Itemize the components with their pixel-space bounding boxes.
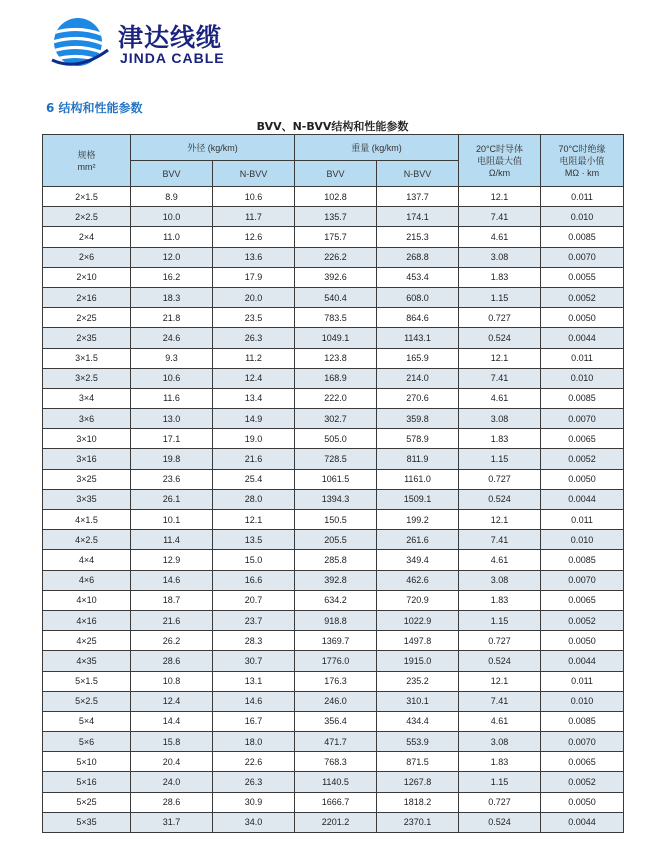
cell-resistance: 3.08 xyxy=(459,247,541,267)
table-row xyxy=(43,207,624,227)
cell-od-nbvv: 13.6 xyxy=(213,247,295,267)
cell-spec: 3×16 xyxy=(43,449,131,469)
cell-spec: 2×6 xyxy=(43,247,131,267)
cell-od-bvv: 12.9 xyxy=(131,550,213,570)
header-od-nbvv: N-BVV xyxy=(213,161,295,187)
cell-od-bvv: 16.2 xyxy=(131,267,213,287)
cell-wt-bvv: 135.7 xyxy=(295,207,377,227)
cell-wt-nbvv: 165.9 xyxy=(377,348,459,368)
cell-insulation: 0.0044 xyxy=(541,489,624,509)
cell-resistance: 1.15 xyxy=(459,449,541,469)
table-row xyxy=(43,267,624,287)
cell-wt-nbvv: 359.8 xyxy=(377,409,459,429)
cell-resistance: 4.61 xyxy=(459,227,541,247)
cell-wt-nbvv: 349.4 xyxy=(377,550,459,570)
table-row xyxy=(43,510,624,530)
cell-od-nbvv: 20.7 xyxy=(213,590,295,610)
cell-insulation: 0.0070 xyxy=(541,409,624,429)
cell-od-nbvv: 12.4 xyxy=(213,368,295,388)
cell-wt-nbvv: 1267.8 xyxy=(377,772,459,792)
cell-wt-nbvv: 871.5 xyxy=(377,752,459,772)
cell-wt-nbvv: 215.3 xyxy=(377,227,459,247)
cell-od-bvv: 10.0 xyxy=(131,207,213,227)
cell-wt-nbvv: 310.1 xyxy=(377,691,459,711)
cell-insulation: 0.0052 xyxy=(541,610,624,630)
cell-spec: 5×10 xyxy=(43,752,131,772)
cell-insulation: 0.0065 xyxy=(541,429,624,449)
cell-wt-nbvv: 270.6 xyxy=(377,388,459,408)
cell-spec: 4×4 xyxy=(43,550,131,570)
cell-spec: 4×25 xyxy=(43,631,131,651)
header-insul-line2: 电阻最小值 xyxy=(559,155,605,166)
cell-insulation: 0.0052 xyxy=(541,449,624,469)
cell-od-nbvv: 30.7 xyxy=(213,651,295,671)
cell-od-bvv: 14.4 xyxy=(131,711,213,731)
header-od-bvv: BVV xyxy=(131,161,213,187)
cell-od-nbvv: 11.7 xyxy=(213,207,295,227)
cell-spec: 4×6 xyxy=(43,570,131,590)
cell-wt-bvv: 1394.3 xyxy=(295,489,377,509)
cell-resistance: 12.1 xyxy=(459,187,541,207)
cell-insulation: 0.0085 xyxy=(541,550,624,570)
cell-od-bvv: 26.2 xyxy=(131,631,213,651)
cell-wt-nbvv: 553.9 xyxy=(377,732,459,752)
table-title: BVV、N-BVV结构和性能参数 xyxy=(256,120,409,133)
cell-insulation: 0.0070 xyxy=(541,570,624,590)
table-row xyxy=(43,671,624,691)
cell-spec: 4×35 xyxy=(43,651,131,671)
cell-wt-nbvv: 434.4 xyxy=(377,711,459,731)
cell-od-bvv: 24.6 xyxy=(131,328,213,348)
cell-od-bvv: 28.6 xyxy=(131,651,213,671)
cell-wt-nbvv: 1915.0 xyxy=(377,651,459,671)
table-row xyxy=(43,550,624,570)
header-wt-bvv: BVV xyxy=(295,161,377,187)
cell-resistance: 3.08 xyxy=(459,409,541,429)
cell-resistance: 7.41 xyxy=(459,530,541,550)
cell-spec: 5×2.5 xyxy=(43,691,131,711)
cell-od-nbvv: 25.4 xyxy=(213,469,295,489)
header-insulation-resistance xyxy=(541,135,624,187)
cell-od-nbvv: 14.9 xyxy=(213,409,295,429)
cell-wt-bvv: 356.4 xyxy=(295,711,377,731)
cell-insulation: 0.0070 xyxy=(541,247,624,267)
cell-insulation: 0.010 xyxy=(541,368,624,388)
cell-wt-bvv: 783.5 xyxy=(295,308,377,328)
cell-resistance: 12.1 xyxy=(459,671,541,691)
cell-spec: 3×25 xyxy=(43,469,131,489)
cell-od-nbvv: 18.0 xyxy=(213,732,295,752)
cell-resistance: 4.61 xyxy=(459,711,541,731)
header-outer-diameter: 外径 (kg/km) xyxy=(131,135,295,161)
cell-resistance: 0.727 xyxy=(459,308,541,328)
table-row xyxy=(43,752,624,772)
cell-resistance: 7.41 xyxy=(459,691,541,711)
cell-od-nbvv: 12.6 xyxy=(213,227,295,247)
cell-od-nbvv: 12.1 xyxy=(213,510,295,530)
cell-insulation: 0.0052 xyxy=(541,287,624,307)
cell-resistance: 1.15 xyxy=(459,772,541,792)
cell-od-bvv: 11.4 xyxy=(131,530,213,550)
cell-od-nbvv: 23.7 xyxy=(213,610,295,630)
table-row xyxy=(43,489,624,509)
table-row xyxy=(43,449,624,469)
cell-wt-bvv: 392.8 xyxy=(295,570,377,590)
section-title: 6 结构和性能参数 xyxy=(46,101,143,115)
cell-od-bvv: 18.3 xyxy=(131,287,213,307)
cell-od-bvv: 18.7 xyxy=(131,590,213,610)
cell-spec: 4×10 xyxy=(43,590,131,610)
header-weight: 重量 (kg/km) xyxy=(295,135,459,161)
cell-od-bvv: 14.6 xyxy=(131,570,213,590)
cell-wt-bvv: 728.5 xyxy=(295,449,377,469)
cell-wt-bvv: 205.5 xyxy=(295,530,377,550)
cell-od-nbvv: 28.0 xyxy=(213,489,295,509)
cell-insulation: 0.0044 xyxy=(541,812,624,832)
cell-od-nbvv: 26.3 xyxy=(213,772,295,792)
cell-insulation: 0.010 xyxy=(541,691,624,711)
table-row xyxy=(43,631,624,651)
cell-wt-nbvv: 1143.1 xyxy=(377,328,459,348)
cell-resistance: 0.727 xyxy=(459,631,541,651)
cell-wt-nbvv: 453.4 xyxy=(377,267,459,287)
cell-od-bvv: 9.3 xyxy=(131,348,213,368)
cell-wt-bvv: 1369.7 xyxy=(295,631,377,651)
cell-insulation: 0.011 xyxy=(541,671,624,691)
cell-insulation: 0.0050 xyxy=(541,631,624,651)
cell-resistance: 1.83 xyxy=(459,590,541,610)
cell-od-bvv: 23.6 xyxy=(131,469,213,489)
table-row xyxy=(43,287,624,307)
cell-wt-nbvv: 235.2 xyxy=(377,671,459,691)
cell-od-nbvv: 17.9 xyxy=(213,267,295,287)
cell-wt-nbvv: 1022.9 xyxy=(377,610,459,630)
cell-od-nbvv: 23.5 xyxy=(213,308,295,328)
cell-resistance: 4.61 xyxy=(459,550,541,570)
cell-spec: 2×25 xyxy=(43,308,131,328)
brand-name-cn: 津达线缆 xyxy=(118,23,223,52)
header-spec-label: 规格 xyxy=(77,149,96,160)
table-row xyxy=(43,308,624,328)
cell-insulation: 0.0085 xyxy=(541,388,624,408)
cell-wt-nbvv: 1818.2 xyxy=(377,792,459,812)
spec-table xyxy=(42,134,624,833)
cell-wt-bvv: 540.4 xyxy=(295,287,377,307)
cell-od-nbvv: 13.4 xyxy=(213,388,295,408)
cell-wt-bvv: 226.2 xyxy=(295,247,377,267)
cell-resistance: 0.727 xyxy=(459,792,541,812)
cell-od-nbvv: 30.9 xyxy=(213,792,295,812)
cell-wt-nbvv: 462.6 xyxy=(377,570,459,590)
cell-wt-bvv: 1061.5 xyxy=(295,469,377,489)
cell-insulation: 0.0052 xyxy=(541,772,624,792)
cell-resistance: 1.15 xyxy=(459,610,541,630)
cell-spec: 2×2.5 xyxy=(43,207,131,227)
table-row xyxy=(43,772,624,792)
table-row xyxy=(43,187,624,207)
table-row xyxy=(43,610,624,630)
cell-od-nbvv: 34.0 xyxy=(213,812,295,832)
cell-wt-bvv: 505.0 xyxy=(295,429,377,449)
cell-spec: 3×6 xyxy=(43,409,131,429)
cell-wt-nbvv: 1497.8 xyxy=(377,631,459,651)
cell-spec: 3×10 xyxy=(43,429,131,449)
cell-od-bvv: 11.6 xyxy=(131,388,213,408)
cell-wt-nbvv: 261.6 xyxy=(377,530,459,550)
cell-insulation: 0.0065 xyxy=(541,590,624,610)
table-row xyxy=(43,812,624,832)
cell-od-bvv: 12.4 xyxy=(131,691,213,711)
cell-insulation: 0.011 xyxy=(541,510,624,530)
cell-spec: 5×6 xyxy=(43,732,131,752)
cell-resistance: 0.524 xyxy=(459,328,541,348)
cell-od-bvv: 28.6 xyxy=(131,792,213,812)
cell-insulation: 0.0044 xyxy=(541,328,624,348)
cell-od-nbvv: 10.6 xyxy=(213,187,295,207)
cell-od-bvv: 24.0 xyxy=(131,772,213,792)
cell-spec: 2×10 xyxy=(43,267,131,287)
cell-wt-bvv: 634.2 xyxy=(295,590,377,610)
cell-wt-bvv: 1666.7 xyxy=(295,792,377,812)
cell-insulation: 0.010 xyxy=(541,207,624,227)
cell-spec: 2×1.5 xyxy=(43,187,131,207)
cell-od-bvv: 21.6 xyxy=(131,610,213,630)
cell-wt-bvv: 168.9 xyxy=(295,368,377,388)
header-resist-line1: 20°C时导体 xyxy=(475,143,524,154)
table-row xyxy=(43,590,624,610)
spec-table-body xyxy=(43,187,624,833)
cell-spec: 2×16 xyxy=(43,287,131,307)
cell-od-nbvv: 14.6 xyxy=(213,691,295,711)
cell-wt-bvv: 175.7 xyxy=(295,227,377,247)
cell-resistance: 7.41 xyxy=(459,368,541,388)
cell-insulation: 0.0050 xyxy=(541,792,624,812)
cell-od-nbvv: 22.6 xyxy=(213,752,295,772)
cell-od-bvv: 10.8 xyxy=(131,671,213,691)
cell-spec: 5×35 xyxy=(43,812,131,832)
cell-resistance: 7.41 xyxy=(459,207,541,227)
cell-od-bvv: 12.0 xyxy=(131,247,213,267)
cell-od-nbvv: 11.2 xyxy=(213,348,295,368)
cell-wt-bvv: 102.8 xyxy=(295,187,377,207)
brand-logo xyxy=(48,16,248,68)
cell-wt-bvv: 471.7 xyxy=(295,732,377,752)
cell-od-bvv: 19.8 xyxy=(131,449,213,469)
cell-spec: 3×2.5 xyxy=(43,368,131,388)
cell-spec: 2×4 xyxy=(43,227,131,247)
cell-od-nbvv: 16.7 xyxy=(213,711,295,731)
cell-spec: 3×1.5 xyxy=(43,348,131,368)
cell-od-bvv: 10.1 xyxy=(131,510,213,530)
cell-resistance: 0.727 xyxy=(459,469,541,489)
table-row xyxy=(43,247,624,267)
cell-insulation: 0.0065 xyxy=(541,752,624,772)
cell-resistance: 12.1 xyxy=(459,510,541,530)
table-row xyxy=(43,368,624,388)
table-row xyxy=(43,409,624,429)
cell-wt-bvv: 150.5 xyxy=(295,510,377,530)
globe-swirl-logo-icon xyxy=(48,16,110,68)
cell-wt-bvv: 302.7 xyxy=(295,409,377,429)
cell-wt-bvv: 918.8 xyxy=(295,610,377,630)
cell-od-bvv: 26.1 xyxy=(131,489,213,509)
table-row xyxy=(43,388,624,408)
cell-insulation: 0.011 xyxy=(541,187,624,207)
cell-wt-nbvv: 268.8 xyxy=(377,247,459,267)
cell-od-bvv: 17.1 xyxy=(131,429,213,449)
cell-wt-nbvv: 608.0 xyxy=(377,287,459,307)
cell-insulation: 0.0085 xyxy=(541,227,624,247)
cell-spec: 3×4 xyxy=(43,388,131,408)
cell-insulation: 0.0044 xyxy=(541,651,624,671)
cell-wt-nbvv: 199.2 xyxy=(377,510,459,530)
table-row xyxy=(43,227,624,247)
cell-insulation: 0.0070 xyxy=(541,732,624,752)
cell-spec: 4×2.5 xyxy=(43,530,131,550)
cell-insulation: 0.0050 xyxy=(541,469,624,489)
cell-wt-bvv: 123.8 xyxy=(295,348,377,368)
cell-wt-nbvv: 214.0 xyxy=(377,368,459,388)
cell-resistance: 0.524 xyxy=(459,812,541,832)
cell-resistance: 0.524 xyxy=(459,489,541,509)
header-resist-line3: Ω/km xyxy=(488,167,511,178)
header-row-top xyxy=(43,135,624,161)
cell-wt-bvv: 768.3 xyxy=(295,752,377,772)
header-resist-line2: 电阻最大值 xyxy=(476,155,522,166)
cell-od-nbvv: 28.3 xyxy=(213,631,295,651)
cell-wt-bvv: 1776.0 xyxy=(295,651,377,671)
header-spec xyxy=(43,135,131,187)
cell-wt-bvv: 2201.2 xyxy=(295,812,377,832)
cell-od-bvv: 20.4 xyxy=(131,752,213,772)
cell-od-bvv: 13.0 xyxy=(131,409,213,429)
cell-spec: 5×4 xyxy=(43,711,131,731)
cell-wt-bvv: 285.8 xyxy=(295,550,377,570)
cell-spec: 5×25 xyxy=(43,792,131,812)
cell-resistance: 1.83 xyxy=(459,429,541,449)
cell-resistance: 3.08 xyxy=(459,570,541,590)
cell-insulation: 0.0050 xyxy=(541,308,624,328)
cell-wt-nbvv: 720.9 xyxy=(377,590,459,610)
cell-od-nbvv: 13.1 xyxy=(213,671,295,691)
cell-wt-bvv: 392.6 xyxy=(295,267,377,287)
cell-wt-nbvv: 137.7 xyxy=(377,187,459,207)
header-spec-unit: mm² xyxy=(77,161,96,172)
cell-spec: 5×16 xyxy=(43,772,131,792)
header-insul-line3: MΩ · km xyxy=(564,167,600,178)
cell-od-bvv: 21.8 xyxy=(131,308,213,328)
cell-od-nbvv: 26.3 xyxy=(213,328,295,348)
cell-od-bvv: 31.7 xyxy=(131,812,213,832)
cell-wt-bvv: 1140.5 xyxy=(295,772,377,792)
cell-wt-nbvv: 1509.1 xyxy=(377,489,459,509)
cell-od-nbvv: 19.0 xyxy=(213,429,295,449)
table-row xyxy=(43,732,624,752)
cell-resistance: 0.524 xyxy=(459,651,541,671)
cell-od-bvv: 8.9 xyxy=(131,187,213,207)
cell-od-bvv: 15.8 xyxy=(131,732,213,752)
header-conductor-resistance xyxy=(459,135,541,187)
table-row xyxy=(43,570,624,590)
cell-od-nbvv: 16.6 xyxy=(213,570,295,590)
cell-wt-bvv: 176.3 xyxy=(295,671,377,691)
table-row xyxy=(43,328,624,348)
cell-od-nbvv: 21.6 xyxy=(213,449,295,469)
header-wt-nbvv: N-BVV xyxy=(377,161,459,187)
brand-name-en: JINDA CABLE xyxy=(120,50,225,66)
cell-resistance: 1.83 xyxy=(459,752,541,772)
cell-od-bvv: 10.6 xyxy=(131,368,213,388)
cell-wt-nbvv: 864.6 xyxy=(377,308,459,328)
cell-spec: 3×35 xyxy=(43,489,131,509)
cell-wt-nbvv: 174.1 xyxy=(377,207,459,227)
cell-spec: 2×35 xyxy=(43,328,131,348)
table-row xyxy=(43,429,624,449)
cell-insulation: 0.0085 xyxy=(541,711,624,731)
table-row xyxy=(43,691,624,711)
cell-wt-bvv: 246.0 xyxy=(295,691,377,711)
cell-insulation: 0.010 xyxy=(541,530,624,550)
table-row xyxy=(43,711,624,731)
table-row xyxy=(43,469,624,489)
cell-resistance: 4.61 xyxy=(459,388,541,408)
cell-od-nbvv: 20.0 xyxy=(213,287,295,307)
cell-spec: 5×1.5 xyxy=(43,671,131,691)
cell-wt-nbvv: 811.9 xyxy=(377,449,459,469)
cell-od-bvv: 11.0 xyxy=(131,227,213,247)
cell-resistance: 3.08 xyxy=(459,732,541,752)
cell-spec: 4×1.5 xyxy=(43,510,131,530)
cell-wt-nbvv: 2370.1 xyxy=(377,812,459,832)
cell-wt-bvv: 1049.1 xyxy=(295,328,377,348)
cell-wt-nbvv: 578.9 xyxy=(377,429,459,449)
cell-od-nbvv: 15.0 xyxy=(213,550,295,570)
table-row xyxy=(43,651,624,671)
cell-resistance: 12.1 xyxy=(459,348,541,368)
cell-od-nbvv: 13.5 xyxy=(213,530,295,550)
cell-resistance: 1.83 xyxy=(459,267,541,287)
cell-wt-bvv: 222.0 xyxy=(295,388,377,408)
table-row xyxy=(43,792,624,812)
header-insul-line1: 70°C时绝缘 xyxy=(558,143,606,154)
cell-insulation: 0.0055 xyxy=(541,267,624,287)
cell-insulation: 0.011 xyxy=(541,348,624,368)
cell-wt-nbvv: 1161.0 xyxy=(377,469,459,489)
cell-resistance: 1.15 xyxy=(459,287,541,307)
table-row xyxy=(43,530,624,550)
cell-spec: 4×16 xyxy=(43,610,131,630)
table-row xyxy=(43,348,624,368)
